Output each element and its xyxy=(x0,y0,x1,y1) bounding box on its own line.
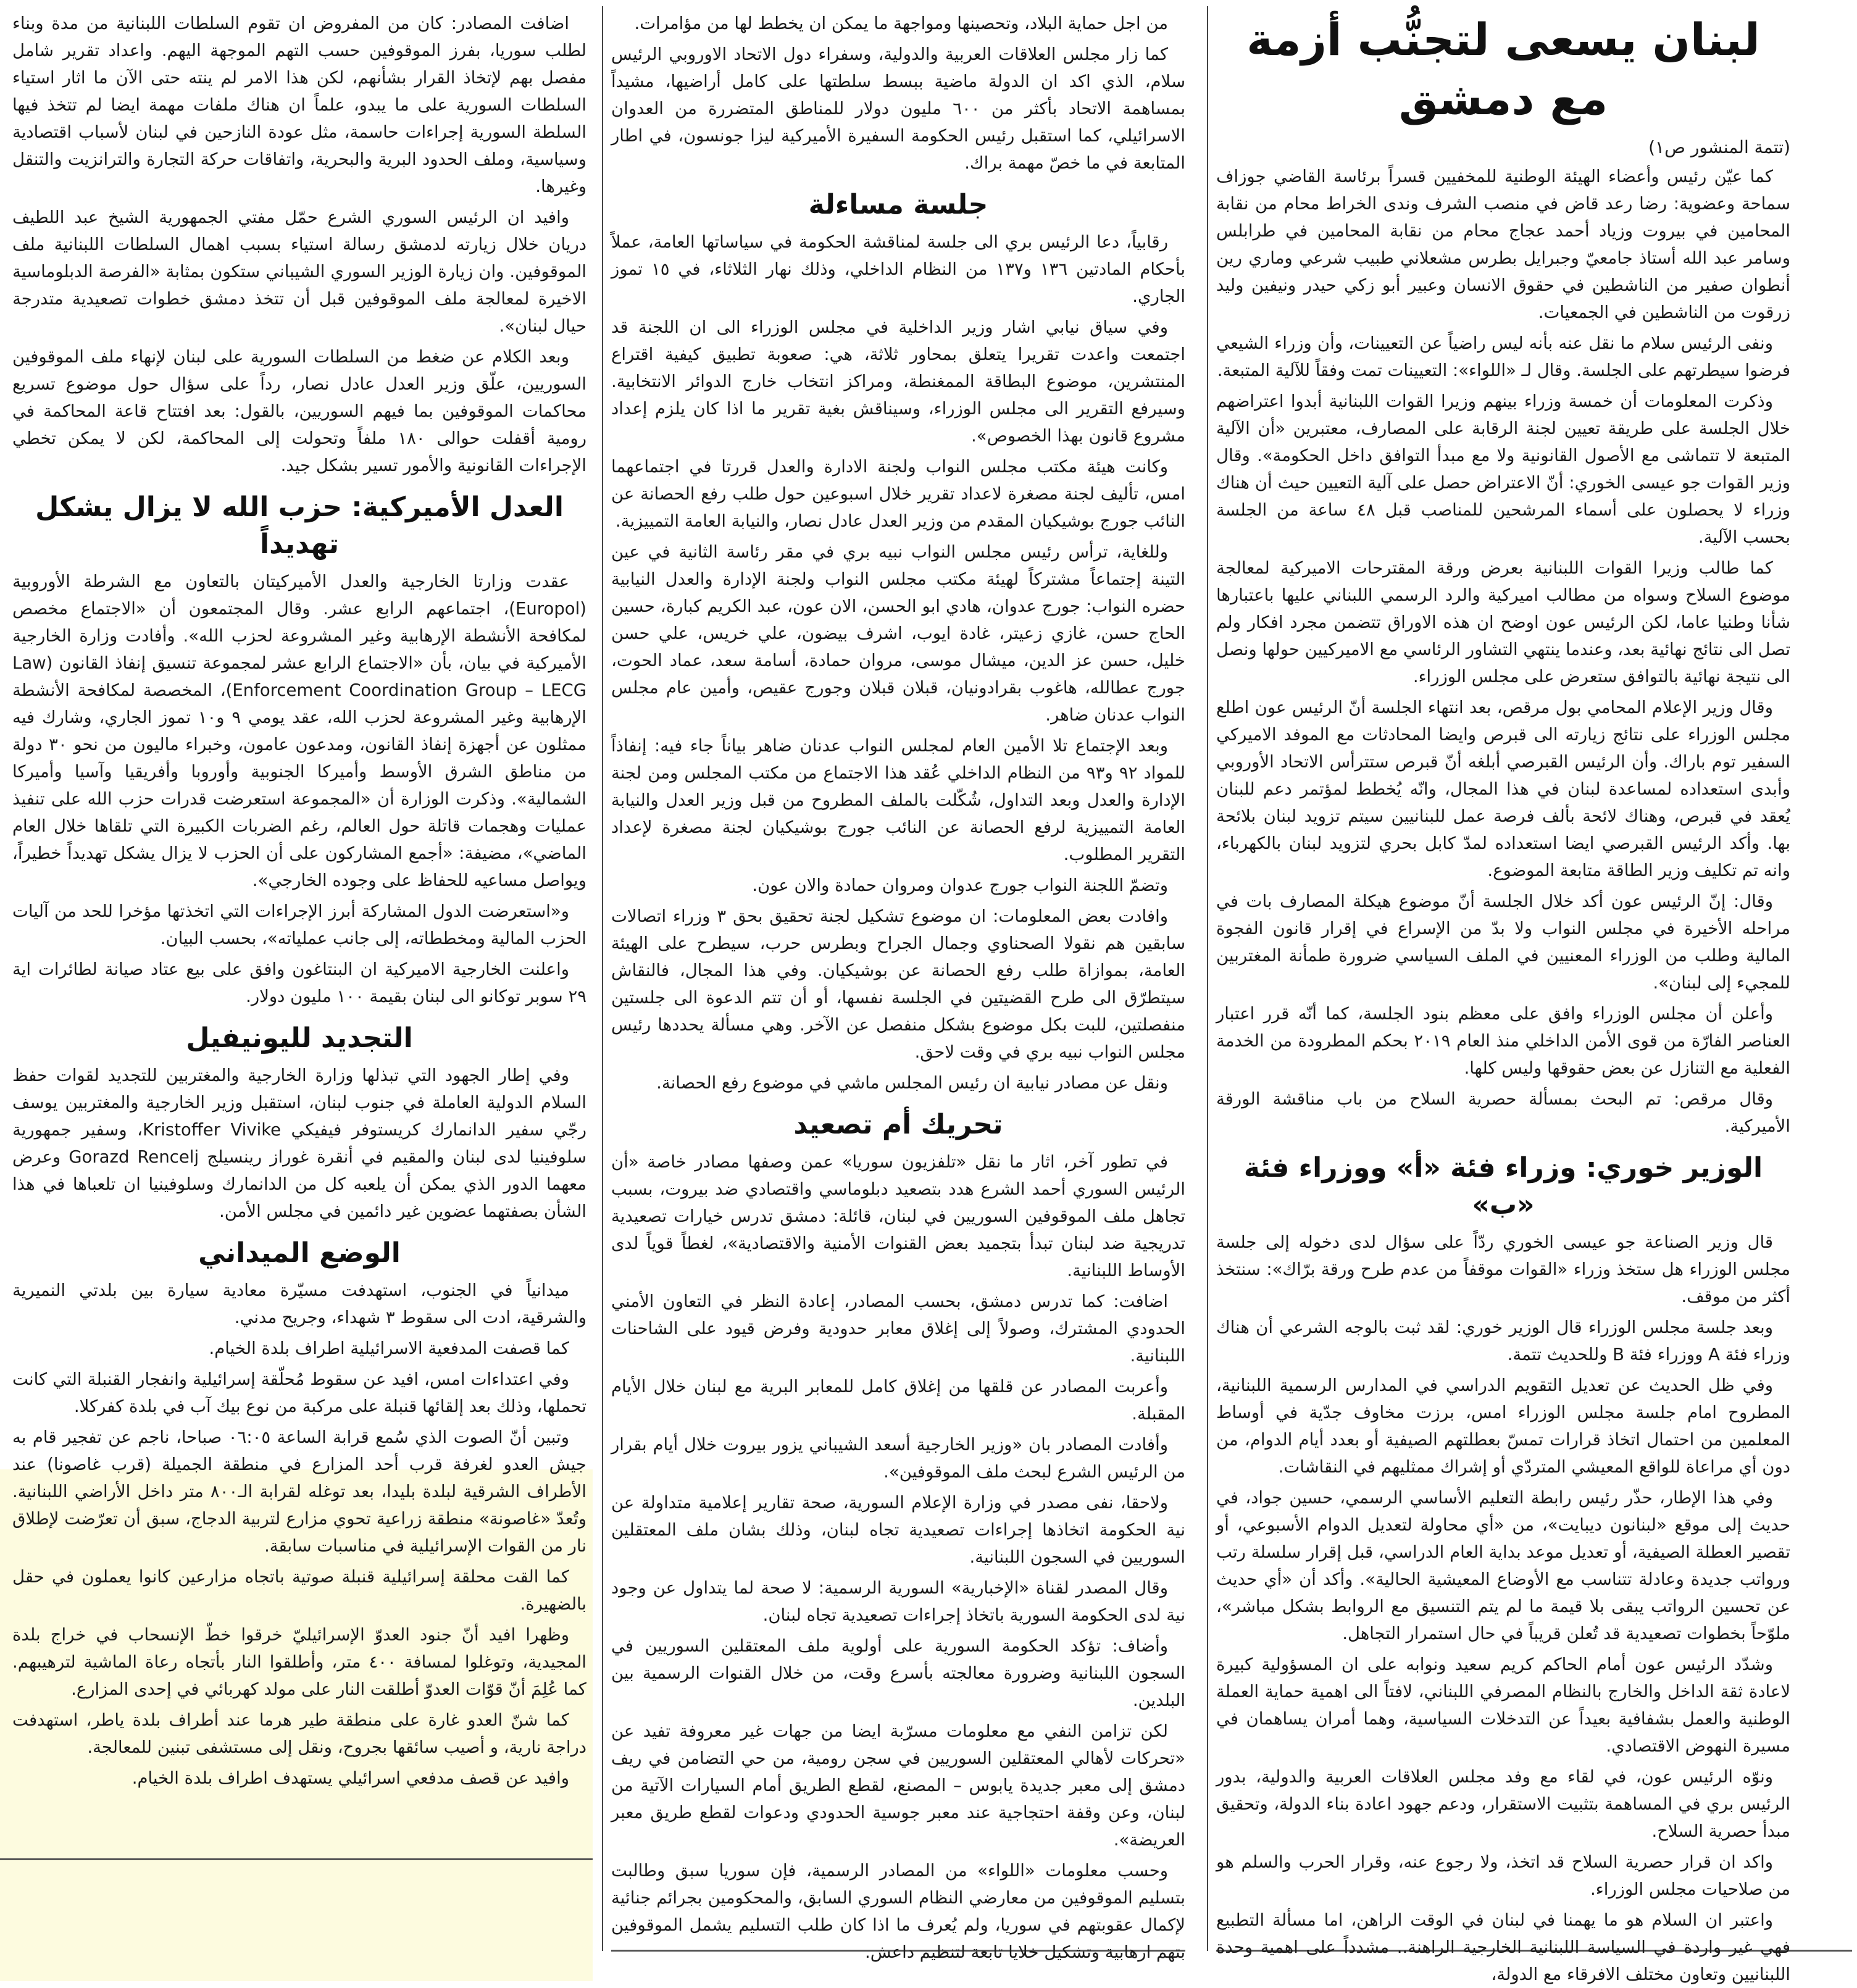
paragraph: عقدت وزارتا الخارجية والعدل الأميركيتان بالتعاون مع الشرطة الأوروبية (Europol)، اجتماعهم الرابع عشر. وقال المجتمعون أن «الاجتماع مخصص لمكافحة الأنشطة الإرهابية وغير المشروعة لحزب الله». وأفادت وزارة الخارجية الأميركية في بيان، بأن «الاجتماع الرابع عشر لمجموعة تنسيق إنفاذ القانون (Law Enforcement Coordination Group – LECG)، المخصصة لمكافحة الأنشطة الإرهابية وغير المشروعة لحزب الله، عقد يومي ٩ و١٠ تموز الجاري، وشارك فيه ممثلون عن أجهزة إنفاذ القانون، ومدعون عامون، وخبراء ماليون من نحو ٣٠ دولة من مناطق الشرق الأوسط وأميركا الجنوبية وأوروبا وأفريقيا وآسيا وأميركا الشمالية». وذكرت الوزارة أن «المجموعة استعرضت قدرات حزب الله على تنفيذ عمليات وهجمات قاتلة حول العالم، رغم الضربات الكبيرة التي تلقاها خلال العام الماضي»، مضيفة: «أجمع المشاركون على أن الحزب لا يزال يشكل تهديداً خطيراً، ويواصل مساعيه للحفاظ على وجوده الخارجي». xyxy=(12,572,587,890)
paragraph: وتبين أنّ الصوت الذي سُمع قرابة الساعة ٠٦:٠٥ صباحا، ناجم عن تفجير قام به جيش العدو لغرفة قرب أحد المزارع في منطقة الجميلة (قرب غاصونا) عند الأطراف الشرقية لبلدة بليدا، بعد توغله لقرابة الـ٨٠٠ متر داخل الأراضي اللبنانية. وتُعدّ «غاصونة» منطقة زراعية تحوي مزارع لتربية الدجاج، سبق أن تعرّضت لإطلاق نار من القوات الإسرائيلية في مناسبات سابقة. xyxy=(12,1427,586,1556)
paragraph: وشدّد الرئيس عون أمام الحاكم كريم سعيد ونوابه على ان المسؤولية كبيرة لاعادة ثقة الداخل والخارج بالنظام المصرفي اللبناني، لافتاً الى اهمية حماية العملة الوطنية والعمل بشفافية بعيداً عن التدخلات السياسية، وهما أمران يساهمان في مسيرة النهوض الاقتصادي. xyxy=(1216,1655,1790,1756)
article-column-middle xyxy=(611,10,1186,1962)
paragraph: كما طالب وزيرا القوات اللبنانية بعرض ورقة المقترحات الاميركية لمعالجة موضوع السلاح وسواه من مطالب اميركية والرد الرسمي اللبناني عليها باعتبارها شأنا وطنيا عاما، لكن الرئيس عون اوضح ان هذه الاوراق تتضمن مجرد افكار ولم تصل الى نتائج نهائية بعد، وعندما ينتهي التشاور الرئاسي مع الاميركيين حولها ونصل الى نتيجة نهائية بالتوافق ستعرض على مجلس الوزراء. xyxy=(1216,558,1790,687)
section-heading: الوزير خوري: وزراء فئة «أ» ووزراء فئة «ب» xyxy=(1243,1152,1763,1221)
paragraph: وكانت هيئة مكتب مجلس النواب ولجنة الادارة والعدل قررتا في اجتماعهما امس، تأليف لجنة مصغرة لاعداد تقرير خلال اسبوعين حول طلب رفع الحصانة عن النائب جورج بوشيكيان المقدم من وزير العدل عادل نصار، والنيابة العامة التمييزية. xyxy=(611,457,1185,531)
section-heading: الوضع الميداني xyxy=(198,1237,401,1269)
bottom-divider xyxy=(0,1858,593,1860)
paragraph: كما زار مجلس العلاقات العربية والدولية، وسفراء دول الاتحاد الاوروبي الرئيس سلام، الذي اكد ان الدولة ماضية ببسط سلطتها على كامل أراضيها، مشيداً بمساهمة الاتحاد بأكثر من ٦٠٠ مليون دولار للمناطق المتضررة من العدوان الاسرائيلي، كما استقبل رئيس الحكومة السفيرة الأميركية ليزا جونسون، في اطار المتابعة في ما خصّ مهمة براك. xyxy=(611,44,1185,173)
paragraph: وقال مرقص: تم البحث بمسألة حصرية السلاح من باب مناقشة الورقة الأميركية. xyxy=(1216,1089,1790,1136)
paragraph: ونفى الرئيس سلام ما نقل عنه بأنه ليس راضياً عن التعيينات، وأن وزراء الشيعي فرضوا سيطرتهم على الجلسة. وقال لـ «اللواء»: التعيينات تمت وفقاً للآلية المتبعة. xyxy=(1216,333,1790,380)
paragraph: وفي هذا الإطار، حذّر رئيس رابطة التعليم الأساسي الرسمي، حسين جواد، في حديث إلى موقع «لبنانون ديبايت»، من «أي محاولة لتعديل الدوام الأسبوعي، أو تقصير العطلة الصيفية، أو تعديل موعد بداية العام الدراسي، قبل إقرار سلسلة رتب ورواتب جديدة وعادلة تتناسب مع الأوضاع المعيشية الحالية». وأكد أن «أي حديث عن تحسين الرواتب يبقى بلا قيمة ما لم يتم التنسيق مع الروابط بشكل مباشر»، ملوّحاً بخطوات تصعيدية قد تُعلن قريباً في حال استمرار التجاهل. xyxy=(1216,1488,1790,1643)
paragraph: وبعد الإجتماع تلا الأمين العام لمجلس النواب عدنان ضاهر بياناً جاء فيه: إنفاذاً للمواد ٩٢ و٩٣ من النظام الداخلي عُقد هذا الاجتماع من مكتب المجلس ومن لجنة الإدارة والعدل وبعد التداول، شُكّلت بالملف المطروح من قبل وزير العدل والنيابة العامة التمييزية لرفع الحصانة عن النائب جورج بوشيكيان لجنة مصغرة لإعداد التقرير المطلوب. xyxy=(611,736,1185,864)
paragraph: رقابياً، دعا الرئيس بري الى جلسة لمناقشة الحكومة في سياساتها العامة، عملاً بأحكام المادتين ١٣٦ و١٣٧ من النظام الداخلي، وذلك نهار الثلاثاء، في ١٥ تموز الجاري. xyxy=(611,232,1186,306)
paragraph: وافادت بعض المعلومات: ان موضوع تشكيل لجنة تحقيق بحق ٣ وزراء اتصالات سابقين هم نقولا الصحناوي وجمال الجراح وبطرس حرب، سيطرح على الهيئة العامة، بموازاة طلب رفع الحصانة عن بوشيكيان. وفي هذا المجال، فالنقاش سيتطرّق الى طرح القضيتين في الجلسة نفسها، أو أن تتم الدعوة الى جلستين منفصلتين، للبت بكل موضوع بشكل منفصل عن الآخر. وهي مسألة يحددها رئيس مجلس النواب نبيه بري في وقت لاحق. xyxy=(611,906,1185,1062)
paragraph: قال وزير الصناعة جو عيسى الخوري ردّاً على سؤال لدى دخوله إلى جلسة مجلس الوزراء هل ستخذ وزراء «القوات موقفاً من عدم طرح ورقة برّاك»: سنتخذ أكثر من موقف. xyxy=(1216,1232,1790,1306)
paragraph: وبعد جلسة مجلس الوزراء قال الوزير خوري: لقد ثبت بالوجه الشرعي أن هناك وزراء فئة A ووزراء فئة B وللحديث تتمة. xyxy=(1216,1318,1790,1364)
paragraph: كما القت محلقة إسرائيلية قنبلة صوتية باتجاه مزارعين كانوا يعملون في حقل بالضهيرة. xyxy=(12,1567,586,1614)
paragraph: وتضمّ اللجنة النواب جورج عدوان ومروان حمادة والان عون. xyxy=(752,875,1168,895)
article-column-left xyxy=(12,10,587,1788)
paragraph: وذكرت المعلومات أن خمسة وزراء بينهم وزيرا القوات اللبنانية أبدوا اعتراضهم خلال الجلسة على طريقة تعيين لجنة الرقابة على المصارف، معتبرين «أن الآلية المتبعة لا تتماشى مع الأصول القانونية ولا مع مبدأ التوافق داخل الحكومة». وقال وزير القوات جو عيسى الخوري: أنّ الاعتراض حصل على آلية التعيين حيث أن هناك وزراء لا يحصلون على أسماء المرشحين للمناصب قبل ٤٨ ساعة من الجلسة بحسب الآلية. xyxy=(1216,391,1790,547)
section-heading: تحريك أم تصعيد xyxy=(793,1109,1003,1140)
paragraph: اضافت: كما تدرس دمشق، بحسب المصادر، إعادة النظر في التعاون الأمني الحدودي المشترك، وصولاً إلى إغلاق معابر حدودية وفرض قيود على الشاحنات اللبنانية. xyxy=(611,1292,1185,1366)
paragraph: في تطور آخر، اثار ما نقل «تلفزيون سوريا» عمن وصفها مصادر خاصة «أن الرئيس السوري أحمد الشرع هدد بتصعيد دبلوماسي واقتصادي ضد بيروت، بسبب تجاهل ملف الموقوفين السوريين في لبنان، قائلة: دمشق تدرس خيارات تصعيدية تدريجية ضد لبنان تبدأ بتجميد بعض القنوات الأمنية والاقتصادية»، لغطاً قوياً لدى الأوساط اللبنانية. xyxy=(611,1152,1185,1280)
paragraph: وقال المصدر لقناة «الإخبارية» السورية الرسمية: لا صحة لما يتداول عن وجود نية لدى الحكومة السورية باتخاذ إجراءات تصعيدية تجاه لبنان. xyxy=(611,1578,1185,1625)
section-heading: جلسة مساءلة xyxy=(808,189,988,220)
paragraph: من اجل حماية البلاد، وتحصينها ومواجهة ما يمكن ان يخطط لها من مؤامرات. xyxy=(634,14,1168,33)
paragraph: واكد ان قرار حصرية السلاح قد اتخذ، ولا رجوع عنه، وقرار الحرب والسلم هو من صلاحيات مجلس الوزراء. xyxy=(1216,1852,1790,1899)
paragraph: واعتبر ان السلام هو ما يهمنا في لبنان في الوقت الراهن، اما مسألة التطبيع فهي غير واردة في السياسة اللبنانية الخارجية الراهنة.. مشدداً على اهمية وحدة اللبنانيين وتعاون مختلف الافرقاء مع الدولة، xyxy=(1216,1910,1790,1984)
paragraph: و«استعرضت الدول المشاركة أبرز الإجراءات التي اتخذتها مؤخرا للحد من آليات الحزب المالية ومخططاته، إلى جانب عملياته»، بحسب البيان. xyxy=(12,901,586,948)
paragraph: وأعربت المصادر عن قلقها من إغلاق كامل للمعابر البرية مع لبنان خلال الأيام المقبلة. xyxy=(611,1377,1185,1424)
paragraph: وفي سياق نيابي اشار وزير الداخلية في مجلس الوزراء الى ان اللجنة قد اجتمعت واعدت تقريرا يتعلق بمحاور ثلاثة، هي: صعوبة تطبيق كيفية اقتراع المنتشرين، موضوع البطاقة الممغنطة، ومراكز انتخاب خارج الدوائر الانتخابية. وسيرفع التقرير الى مجلس الوزراء، وسيناقش بغية تقرير ما اذا كان يلزم إعداد مشروع قانون بهذا الخصوص». xyxy=(611,317,1185,446)
paragraph: كما عيّن رئيس وأعضاء الهيئة الوطنية للمخفيين قسراً برئاسة القاضي جوزاف سماحة وعضوية: رضا رعد قاض في منصب الشرف وندى الخراط محام من نقابة المحامين في بيروت وزياد أحمد عجاج محام من نقابة المحامين في طرابلس وسامر عبد الله أستاذ جامعيّ وجبرايل بطرس مشعلاني طبيب شرعي وماري رين أنطوان صفير من الناشطين في حقوق الانسان وعبير أبو زكي حيدر ونيفين وليد زرقوت من الناشطين في الجمعيات. xyxy=(1216,167,1790,322)
column-divider xyxy=(1207,6,1208,1951)
paragraph: وقال: إنّ الرئيس عون أكد خلال الجلسة أنّ موضوع هيكلة المصارف بات في مراحله الأخيرة في مجلس النواب ولا بدّ من الإسراع في إقرار قانون الفجوة المالية وطلب من الوزراء المعنيين في الملف السياسي ضرورة طمأنة المغتربين للمجيء إلى لبنان». xyxy=(1216,892,1790,993)
paragraph: وأعلن أن مجلس الوزراء وافق على معظم بنود الجلسة، كما أنّه قرر اعتبار العناصر الفارّة من قوى الأمن الداخلي منذ العام ٢٠١٩ بحكم المطرودة من الخدمة الفعلية مع التنازل عن بعض حقوقها وليس كلها. xyxy=(1216,1004,1790,1078)
headline: لبنان يسعى لتجنُّب أزمة مع دمشق xyxy=(1246,14,1760,125)
paragraph: وحسب معلومات «اللواء» من المصادر الرسمية، فإن سوريا سبق وطالبت بتسليم الموقوفين من معارضي النظام السوري السابق، والمحكومين بجرائم جنائية لإكمال عقوبتهم في سوريا، ولم يُعرف ما اذا كان طلب التسليم يشمل الموقوفين بتهم ارهابية وتشكيل خلايا تابعة لتنظيم داعش. xyxy=(611,1861,1185,1962)
paragraph: لكن تزامن النفي مع معلومات مسرّبة ايضا من جهات غير معروفة تفيد عن «تحركات لأهالي المعتقلين السوريين في سجن رومية، من حي التضامن في ريف دمشق إلى معبر جديدة يابوس – المصنع، لقطع الطريق أمام السيارات الآتية من لبنان، وعن وقفة احتجاجية عند معبر جوسية الحدودي ودعوات لقطع طريق معبر العريضة». xyxy=(611,1721,1185,1850)
paragraph: اضافت المصادر: كان من المفروض ان تقوم السلطات اللبنانية من مدة وبناء لطلب سوريا، بفرز الموقوفين حسب التهم الموجهة اليهم. واعداد تقرير شامل مفصل بهم لإتخاذ القرار بشأنهم، لكن هذا الامر لم ينته حتى الآن ما اثار استياء السلطات السورية على ما يبدو، علماً ان هناك ملفات مهمة ايضا لم تتخذ فيها السلطة السورية إجراءات حاسمة، مثل عودة النازحين في لبنان لأسباب اقتصادية وسياسية، وملف الحدود البرية والبحرية، واتفاقات حركة التجارة والترانزيت والتنقل وغيرها. xyxy=(12,14,586,196)
paragraph: وللغاية، ترأس رئيس مجلس النواب نبيه بري في مقر رئاسة الثانية في عين التينة إجتماعاً مشتركاً لهيئة مكتب مجلس النواب ولجنة الإدارة والعدل النيابية حضره النواب: جورج عدوان، هادي ابو الحسن، الان عون، عبد الكريم كبارة، حسين الحاج حسن، غازي زعيتر، غادة ايوب، اشرف بيضون، علي خريس، علي حسن خليل، حسن عز الدين، ميشال موسى، مروان حمادة، أسامة سعد، عماد الحوت، جورج عطالله، هاغوب بقرادونيان، قبلان قبلان وجورج عقيص، وأمين عام مجلس النواب عدنان ضاهر. xyxy=(611,542,1185,725)
paragraph: وأضاف: تؤكد الحكومة السورية على أولوية ملف المعتقلين السوريين في السجون اللبنانية وضرورة معالجته بأسرع وقت، من خلال القنوات الرسمية بين البلدين. xyxy=(611,1636,1185,1710)
paragraph: وفي إطار الجهود التي تبذلها وزارة الخارجية والمغتربين للتجديد لقوات حفظ السلام الدولية العاملة في جنوب لبنان، استقبل وزير الخارجية والمغتربين يوسف رجّي سفير الدانمارك كريستوفر فيفيكي Kristoffer Vivike، وسفير جمهورية سلوفينيا لدى لبنان والمقيم في أنقرة غوراز رينسيلج Gorazd Rencelj وعرض معهما الدور الذي يمكن أن يلعبه كل من الدانمارك وسلوفينيا ان تلعباها في هذا الشأن بصفتهما عضوين غير دائمين في مجلس الأمن. xyxy=(12,1066,586,1221)
paragraph: وبعد الكلام عن ضغط من السلطات السورية على لبنان لإنهاء ملف الموقوفين السوريين، علّق وزير العدل عادل نصار، رداً على سؤال حول موضوع تسريع محاكمات الموقوفين بما فيهم السوريين، بالقول: بعد افتتاح قاعة المحاكمة في رومية أقفلت حوالى ١٨٠ ملفاً وتحولت إلى المحاكمة، لكن لا يمكن تخطي الإجراءات القانونية والأمور تسير بشكل جيد. xyxy=(12,347,586,475)
section-heading: التجديد لليونيفيل xyxy=(186,1022,413,1054)
paragraph: وظهرا افيد أنّ جنود العدوّ الإسرائيليّ خرقوا خطّ الإنسحاب في خراج بلدة المجيدية، وتوغلوا لمسافة ٤٠٠ متر، وأطلقوا النار بأتجاه رعاة الماشية لترهيبهم. كما عُلِمَ أنّ قوّات العدوّ أطلقت النار على مولد كهربائي في إحدى المزارع. xyxy=(12,1625,587,1699)
paragraph: وفي اعتداءات امس، افيد عن سقوط مُحلّقة إسرائيلية وانفجار القنبلة التي كانت تحملها، وذلك بعد إلقائها قنبلة على مركبة من نوع بيك آب في بلدة كفركلا. xyxy=(12,1369,586,1416)
continued-note: (تتمة المنشور ص١) xyxy=(1648,137,1790,157)
paragraph: كما قصفت المدفعية الاسرائيلية اطراف بلدة الخيام. xyxy=(209,1339,569,1358)
paragraph: واعلنت الخارجية الاميركية ان البنتاغون وافق على بيع عتاد صيانة لطائرات اية ٢٩ سوبر توكانو الى لبنان بقيمة ١٠٠ مليون دولار. xyxy=(12,959,586,1006)
paragraph: ونوّه الرئيس عون، في لقاء مع وفد مجلس العلاقات العربية والدولية، بدور الرئيس بري في المساهمة بتثبيت الاستقرار، ودعم جهود اعادة بناء الدولة، وتحقيق مبدأ حصرية السلاح. xyxy=(1216,1767,1790,1841)
paragraph: وأفادت المصادر بان «وزير الخارجية أسعد الشيباني يزور بيروت خلال أيام بقرار من الرئيس الشرع لبحث ملف الموقوفين». xyxy=(611,1435,1185,1482)
paragraph: وافيد عن قصف مدفعي اسرائيلي يستهدف اطراف بلدة الخيام. xyxy=(131,1768,569,1788)
paragraph: ولاحقا، نفى مصدر في وزارة الإعلام السورية، صحة تقارير إعلامية متداولة عن نية الحكومة اتخاذها إجراءات تصعيدية تجاه لبنان، وذلك بشان ملف المعتقلين السوريين في السجون اللبنانية. xyxy=(611,1493,1185,1567)
paragraph: وفي ظل الحديث عن تعديل التقويم الدراسي في المدارس الرسمية اللبنانية، المطروح امام جلسة مجلس الوزراء امس، برزت مخاوف جدّية في أوساط المعلمين من احتمال اتخاذ قرارات تمسّ بعطلتهم الصيفية أو بعدد أيام الدوام، من دون أي مراعاة للواقع المعيشي المتردّي أو إشراك ممثليهم في النقاشات. xyxy=(1216,1376,1790,1477)
paragraph: وافيد ان الرئيس السوري الشرع حمّل مفتي الجمهورية الشيخ عبد اللطيف دريان خلال زيارته لدمشق رسالة استياء بسبب اهمال السلطات اللبنانية ملف الموقوفين. وان زيارة الوزير السوري الشيباني ستكون بمثابة «الفرصة الدبلوماسية الاخيرة لمعالجة ملف الموقوفين قبل أن تتخذ دمشق خطوات تصعيدية متدرجة حيال لبنان». xyxy=(12,207,586,336)
section-heading: العدل الأميركية: حزب الله لا يزال يشكل تهديداً xyxy=(35,491,564,560)
paragraph: كما شنّ العدو غارة على منطقة طير هرما عند أطراف بلدة ياطر، استهدفت دراجة نارية، و أصيب سائقها بجروح، ونقل إلى مستشفى تبنين للمعالجة. xyxy=(12,1710,586,1757)
column-divider xyxy=(602,6,603,1951)
paragraph: ميدانياً في الجنوب، استهدفت مسيّرة معادية سيارة بين بلدتي النميرية والشرقية، ادت الى سقوط ٣ شهداء، وجريح مدني. xyxy=(12,1280,586,1327)
paragraph: وقال وزير الإعلام المحامي بول مرقص، بعد انتهاء الجلسة أنّ الرئيس عون اطلع مجلس الوزراء على نتائج زيارته الى قبرص وايضا المحادثات مع الموفد الاميركي السفير توم باراك. وأن الرئيس القبرصي أبلغه أنّ قبرص ستترأس الاتحاد الأوروبي وأبدى استعداده لمساعدة لبنان في هذا المجال، وانّه يُخطط لمؤتمر دعم للبنان يُعقد في قبرص، وهناك لائحة بألف فرصة عمل للبنانيين سيتم تزويد لبنان بلائحة بها. وأكد الرئيس القبرصي ايضا استعداده لمدّ كابل بحري لتزويد لبنان بالكهرباء، وانه تم تكليف وزير الطاقة متابعة الموضوع. xyxy=(1216,698,1790,880)
article-column-right xyxy=(1216,10,1790,1984)
paragraph: ونقل عن مصادر نيابية ان رئيس المجلس ماشي في موضوع رفع الحصانة. xyxy=(656,1073,1168,1093)
